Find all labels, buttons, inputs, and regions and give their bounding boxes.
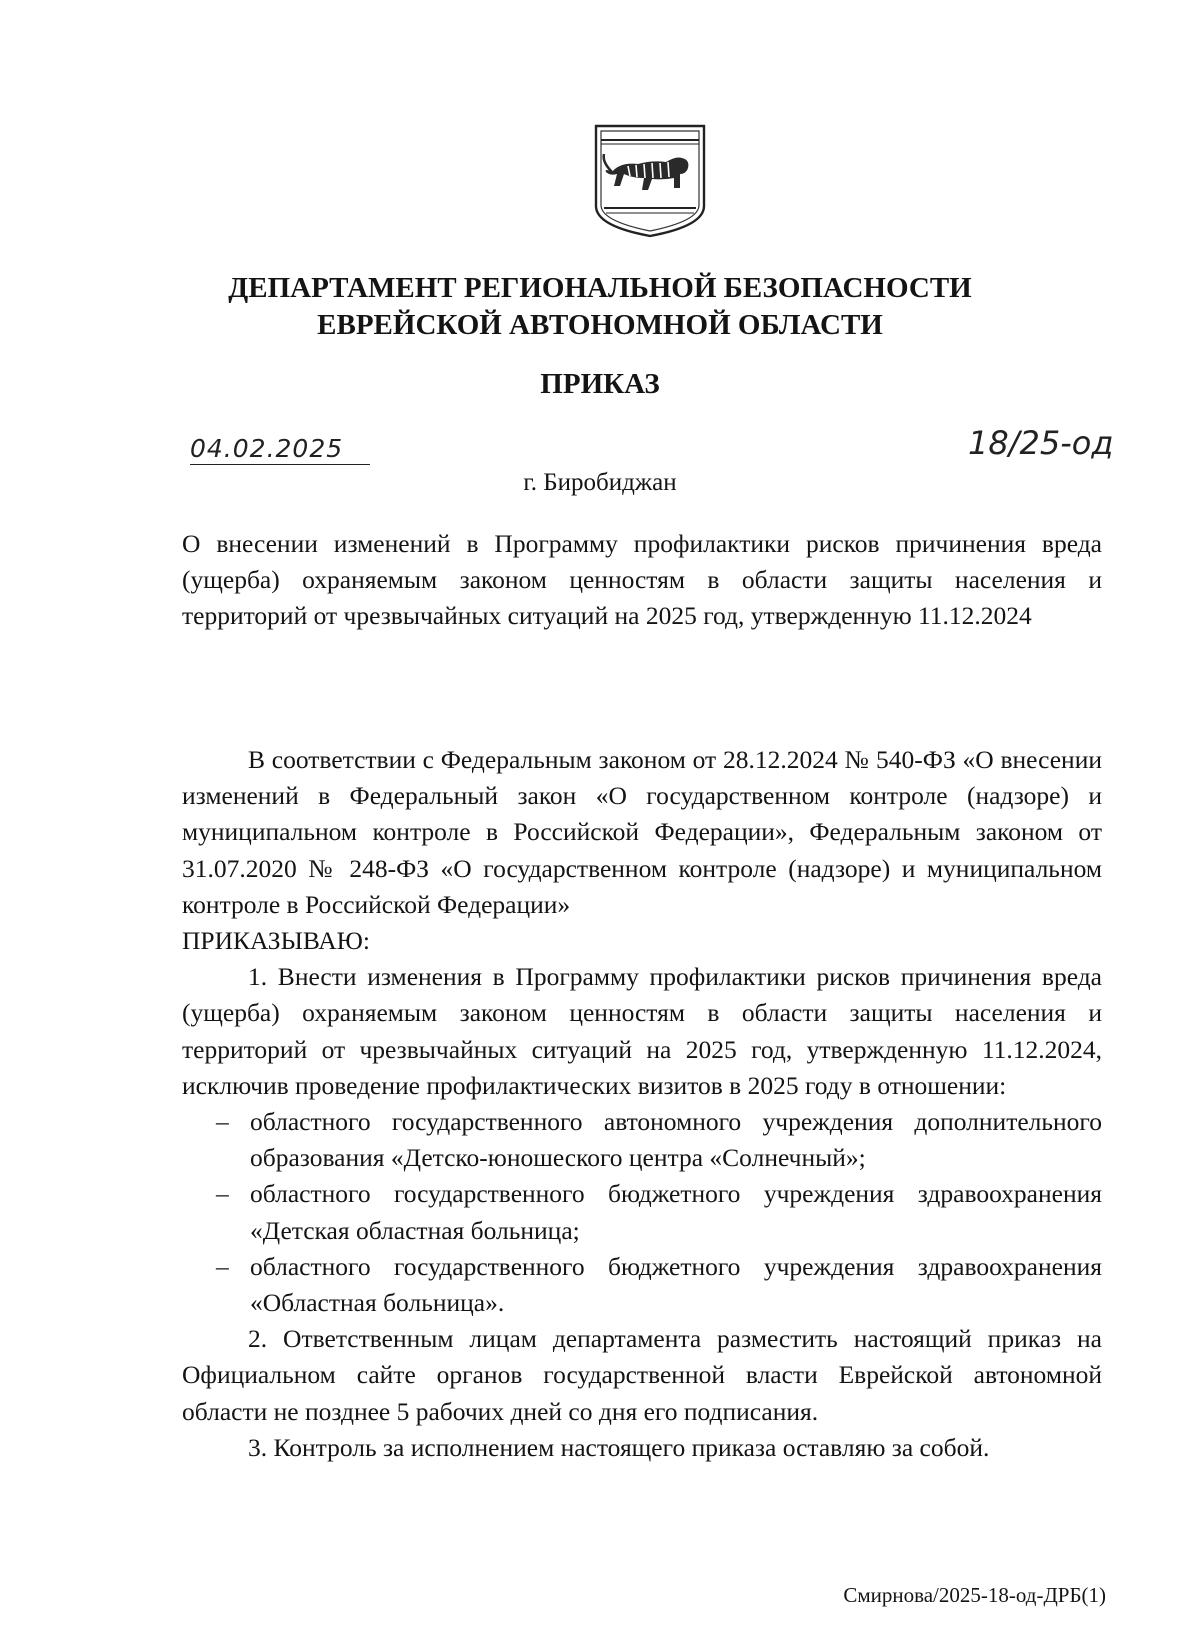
list-item (182, 1249, 1102, 1321)
item-1: 1. Внести изменения в Программу профилактики рисков причинения вреда (ущерба) охраняемым законом ценностям в области защиты населения и территорий от чрезвычайных ситуаций на 2025 год, утвержденную 11.12.2024, исключив проведение профилактических визитов в 2025 году в отношении: (182, 962, 1102, 1100)
order-word: ПРИКАЗЫВАЮ: (182, 926, 370, 956)
preamble-paragraph: В соответствии с Федеральным законом от 28.12.2024 № 540-ФЗ «О внесении изменений в Федеральный закон «О государственном контроле (надзоре) и муниципальном контроле в Российской Федерации», Федеральным законом от 31.07.2020 № 248-ФЗ «О государственном контроле (надзоре) и муниципальном контроле в Российской Федерации» (182, 745, 1102, 919)
department-title-line1: ДЕПАРТАМЕНТ РЕГИОНАЛЬНОЙ БЕЗОПАСНОСТИ (228, 272, 972, 304)
bullet-dash: – (216, 1107, 229, 1137)
list-item-text: областного государственного бюджетного учреждения здравоохранения «Областная больница». (250, 1251, 1102, 1318)
department-title-line2: ЕВРЕЙСКОЙ АВТОНОМНОЙ ОБЛАСТИ (317, 309, 883, 341)
bullet-dash: – (216, 1179, 229, 1209)
department-title (150, 270, 1050, 344)
handwritten-date: 04.02.2025 (190, 434, 370, 465)
document-type: ПРИКАЗ (540, 368, 660, 400)
item-1-list (182, 1104, 1102, 1321)
bullet-dash: – (216, 1251, 229, 1281)
list-item-text: областного государственного бюджетного учреждения здравоохранения «Детская областная больница; (250, 1179, 1102, 1245)
item-3: 3. Контроль за исполнением настоящего приказа оставляю за собой. (248, 1432, 990, 1462)
list-item (182, 1104, 1102, 1176)
footer-reference: Смирнова/2025-18-од-ДРБ(1) (843, 1583, 1106, 1607)
city-name: г. Биробиджан (523, 469, 677, 496)
item-2: 2. Ответственным лицам департамента разместить настоящий приказ на Официальном сайте органов государственной власти Еврейской автономной области не позднее 5 рабочих дней со дня его подписания. (182, 1324, 1102, 1426)
order-body (182, 742, 1102, 1466)
handwritten-order-number: 18/25-од (968, 424, 1114, 462)
order-subject: О внесении изменений в Программу профилактики рисков причинения вреда (ущерба) охраняемым законом ценностям в области защиты населения и территорий от чрезвычайных ситуаций на 2025 год, утвержденную 11.12.2024 (182, 529, 1102, 631)
list-item-text: областного государственного автономного учреждения дополнительного образования «Детско-юношеского центра «Солнечный»; (250, 1107, 1102, 1173)
list-item (182, 1176, 1102, 1248)
tiger-coat-of-arms-icon (590, 122, 710, 240)
